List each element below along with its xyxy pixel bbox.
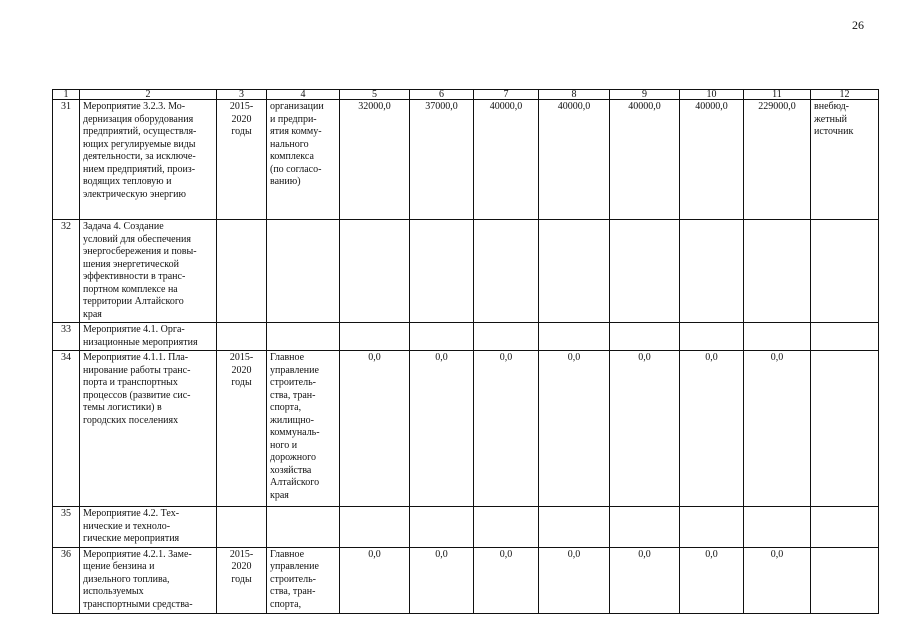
row-number-cell-text: 31: [61, 101, 71, 112]
amount-cell: [539, 220, 610, 323]
amount-cell-text: 0,0: [638, 352, 651, 363]
amount-cell: [340, 351, 410, 507]
amount-cell: [610, 351, 680, 507]
header-cell: 6: [410, 90, 474, 100]
header-cell: 11: [744, 90, 811, 100]
measure-name-cell-text: Задача 4. Создание условий для обеспечения энергосбережения и повы- шения энергетической эффективности в транс- портном комплексе на территории Алтайского края: [83, 221, 197, 320]
amount-cell: [474, 351, 539, 507]
total-amount-cell-text: 0,0: [770, 548, 784, 560]
header-cell: 9: [610, 90, 680, 100]
period-cell: [217, 100, 267, 220]
measure-name-cell-text: Мероприятие 3.2.3. Мо- дернизация оборудования предприятий, осуществля- ющих регулируемые виды деятельности, за исключе- нием предприятий, произ- водящих тепловую и электрическую энергию: [83, 101, 197, 200]
header-cell: 1: [53, 90, 80, 100]
amount-cell: [474, 547, 539, 613]
page-number: 26: [852, 18, 864, 32]
row-number-cell-text: 33: [61, 324, 71, 335]
amount-cell: [340, 220, 410, 323]
amount-cell: [340, 547, 410, 613]
funding-source-cell: [811, 100, 879, 220]
header-cell: 4: [267, 90, 340, 100]
amount-cell-text: 0,0: [435, 352, 448, 363]
amount-cell: [680, 220, 744, 323]
amount-cell: [610, 547, 680, 613]
amount-cell: [539, 351, 610, 507]
header-cell: 12: [811, 90, 879, 100]
row-number-cell-text: 35: [61, 508, 71, 519]
period-cell-text: 2015- 2020 годы: [229, 548, 254, 585]
measure-name-cell: [80, 323, 217, 351]
amount-cell: [410, 547, 474, 613]
measure-name-cell: [80, 351, 217, 507]
amount-cell: [610, 100, 680, 220]
total-amount-cell-text: 229000,0: [758, 101, 796, 112]
measure-name-cell: [80, 547, 217, 613]
header-cell: 8: [539, 90, 610, 100]
total-amount-cell: [744, 323, 811, 351]
header-row: [53, 90, 879, 100]
amount-cell: [340, 507, 410, 548]
executor-cell: [267, 100, 340, 220]
header-cell: 3: [217, 90, 267, 100]
row-number-cell-text: 36: [61, 548, 71, 560]
amount-cell-text: 32000,0: [358, 101, 391, 112]
amount-cell: [410, 323, 474, 351]
amount-cell: [680, 351, 744, 507]
funding-source-cell-text: внебюд- жетный источник: [814, 101, 854, 137]
table-row: [53, 220, 879, 323]
amount-cell: [539, 100, 610, 220]
row-number-cell: [53, 100, 80, 220]
header-cell: 10: [680, 90, 744, 100]
executor-cell: [267, 351, 340, 507]
amount-cell: [610, 507, 680, 548]
row-number-cell: [53, 547, 80, 613]
funding-source-cell: [811, 507, 879, 548]
amount-cell-text: 40000,0: [489, 101, 523, 112]
amount-cell: [474, 100, 539, 220]
amount-cell-text: 0,0: [435, 548, 448, 560]
total-amount-cell: [744, 351, 811, 507]
amount-cell: [410, 220, 474, 323]
amount-cell: [474, 507, 539, 548]
period-cell-text: 2015- 2020 годы: [229, 101, 254, 137]
measure-name-cell: [80, 507, 217, 548]
row-number-cell: [53, 351, 80, 507]
amount-cell: [610, 220, 680, 323]
amount-cell-text: 0,0: [499, 548, 513, 560]
period-cell: [217, 547, 267, 613]
period-cell: [217, 220, 267, 323]
amount-cell: [410, 351, 474, 507]
amount-cell-text: 0,0: [567, 548, 581, 560]
amount-cell: [410, 507, 474, 548]
header-cell: 7: [474, 90, 539, 100]
amount-cell: [610, 323, 680, 351]
executor-cell-text: Главное управление строитель- ства, тран- спорта, жилищно- коммуналь- ного и дорожного хозяйства Алтайского края: [270, 352, 320, 501]
amount-cell-text: 40000,0: [628, 101, 661, 112]
program-table: [52, 89, 879, 614]
measure-name-cell: [80, 100, 217, 220]
period-cell-text: 2015- 2020 годы: [229, 352, 254, 388]
amount-cell: [680, 323, 744, 351]
row-number-cell-text: 32: [61, 221, 71, 232]
table-row: [53, 547, 879, 613]
table-row: [53, 507, 879, 548]
amount-cell: [340, 100, 410, 220]
period-cell: [217, 507, 267, 548]
header-cell: 5: [340, 90, 410, 100]
period-cell: [217, 323, 267, 351]
total-amount-cell: [744, 507, 811, 548]
amount-cell: [539, 323, 610, 351]
amount-cell-text: 0,0: [368, 352, 381, 363]
total-amount-cell: [744, 547, 811, 613]
amount-cell: [474, 220, 539, 323]
table-body: [53, 100, 879, 614]
amount-cell-text: 40000,0: [695, 101, 728, 112]
amount-cell-text: 0,0: [567, 352, 581, 363]
amount-cell-text: 40000,0: [557, 101, 591, 112]
executor-cell-text: Главное управление строитель- ства, тран- спорта,: [270, 548, 319, 610]
amount-cell: [539, 507, 610, 548]
executor-cell: [267, 507, 340, 548]
total-amount-cell: [744, 220, 811, 323]
amount-cell-text: 0,0: [705, 352, 718, 363]
total-amount-cell-text: 0,0: [770, 352, 784, 363]
executor-cell: [267, 323, 340, 351]
table-row: [53, 323, 879, 351]
amount-cell: [474, 323, 539, 351]
amount-cell-text: 0,0: [705, 548, 718, 560]
total-amount-cell: [744, 100, 811, 220]
header-cell: 2: [80, 90, 217, 100]
period-cell: [217, 351, 267, 507]
measure-name-cell-text: Мероприятие 4.1. Орга- низационные мероприятия: [83, 324, 198, 348]
measure-name-cell: [80, 220, 217, 323]
amount-cell: [340, 323, 410, 351]
amount-cell-text: 37000,0: [425, 101, 458, 112]
funding-source-cell: [811, 220, 879, 323]
amount-cell: [539, 547, 610, 613]
amount-cell-text: 0,0: [368, 548, 381, 560]
funding-source-cell: [811, 351, 879, 507]
measure-name-cell-text: Мероприятие 4.2.1. Заме- щение бензина и дизельного топлива, используемых транспортными средства-: [83, 548, 193, 610]
amount-cell-text: 0,0: [499, 352, 513, 363]
row-number-cell: [53, 323, 80, 351]
table-row: [53, 100, 879, 220]
executor-cell: [267, 547, 340, 613]
row-number-cell: [53, 220, 80, 323]
executor-cell: [267, 220, 340, 323]
funding-source-cell: [811, 547, 879, 613]
table-row: [53, 351, 879, 507]
measure-name-cell-text: Мероприятие 4.2. Тех- нические и техноло- гические мероприятия: [83, 508, 180, 544]
row-number-cell: [53, 507, 80, 548]
funding-source-cell: [811, 323, 879, 351]
amount-cell: [680, 507, 744, 548]
amount-cell-text: 0,0: [638, 548, 651, 560]
amount-cell: [410, 100, 474, 220]
measure-name-cell-text: Мероприятие 4.1.1. Пла- нирование работы транс- порта и транспортных процессов (развитие сис- темы логистики) в городских поселениях: [83, 352, 191, 426]
amount-cell: [680, 547, 744, 613]
amount-cell: [680, 100, 744, 220]
row-number-cell-text: 34: [61, 352, 71, 363]
executor-cell-text: организации и предпри- ятия комму- нального комплекса (по согласо- ванию): [270, 101, 324, 187]
